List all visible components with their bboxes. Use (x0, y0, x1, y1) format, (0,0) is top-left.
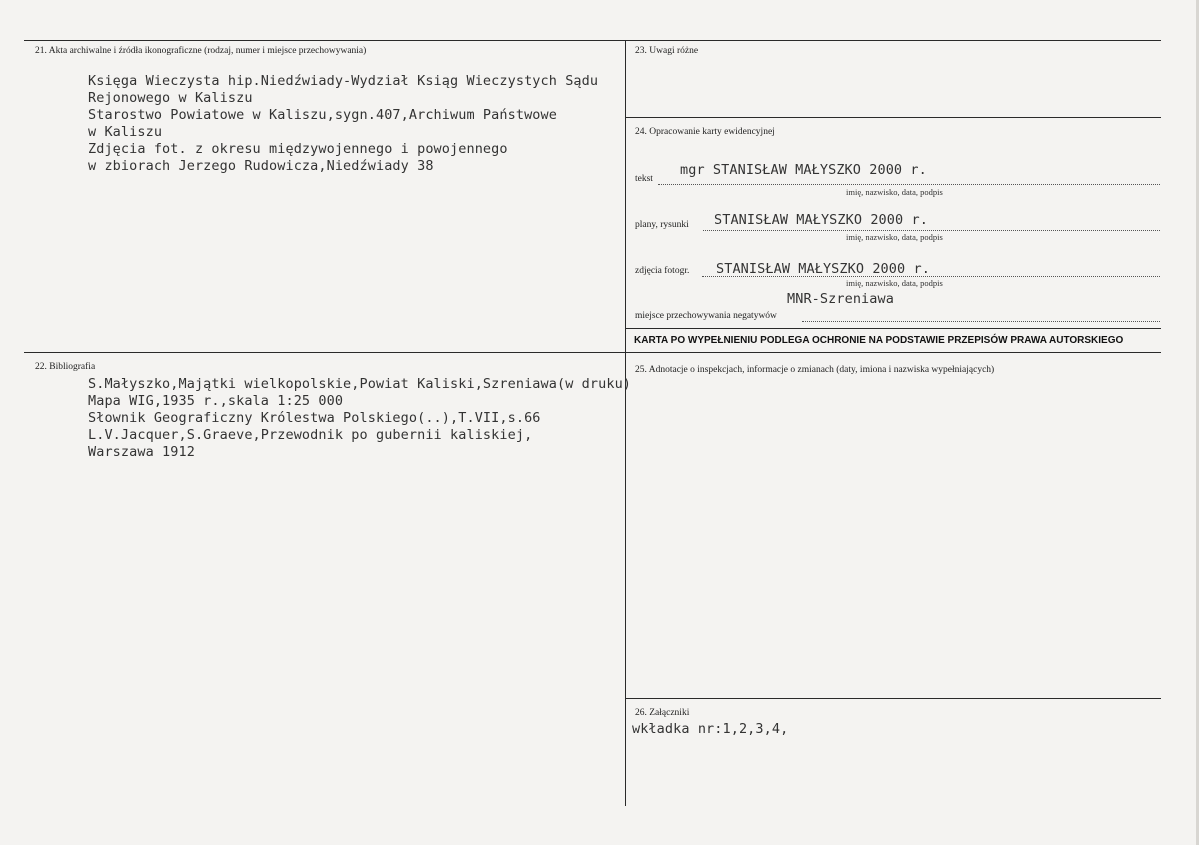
zdjecia-label: zdjęcia fotogr. (635, 266, 690, 276)
plany-label: plany, rysunki (635, 220, 689, 230)
bibliography-line: L.V.Jacquer,S.Graeve,Przewodnik po gubernii kaliskiej, (88, 427, 533, 443)
divider-notice (625, 328, 1161, 329)
divider-23-24 (625, 117, 1161, 118)
bibliography-line: Warszawa 1912 (88, 444, 195, 460)
negatywy-value: MNR-Szreniawa (787, 291, 894, 307)
archive-line: w Kaliszu (88, 124, 163, 140)
archive-line: Zdjęcia fot. z okresu międzywojennego i powojennego (88, 141, 508, 157)
negatywy-label: miejsce przechowywania negatywów (635, 311, 777, 321)
divider-25-26 (625, 698, 1161, 699)
tekst-label: tekst (635, 174, 653, 184)
section-24-label: 24. Opracowanie karty ewidencyjnej (635, 127, 775, 137)
bibliography-line: S.Małyszko,Majątki wielkopolskie,Powiat Kaliski,Szreniawa(w druku) (88, 376, 632, 392)
section-25-label: 25. Adnotacje o inspekcjach, informacje o zmianach (daty, imiona i nazwiska wypełniających) (635, 365, 995, 375)
copyright-notice: KARTA PO WYPEŁNIENIU PODLEGA OCHRONIE NA PODSTAWIE PRZEPISÓW PRAWA AUTORSKIEGO (634, 335, 1124, 346)
zdjecia-caption: imię, nazwisko, data, podpis (846, 278, 943, 288)
archive-line: w zbiorach Jerzego Rudowicza,Niedźwiady 38 (88, 158, 434, 174)
section-21-label: 21. Akta archiwalne i źródła ikonograficzne (rodzaj, numer i miejsce przechowywania) (35, 46, 367, 56)
tekst-value: mgr STANISŁAW MAŁYSZKO 2000 r. (680, 162, 927, 178)
section-23-label: 23. Uwagi różne (635, 46, 699, 56)
divider-21-22 (24, 352, 1161, 353)
section-22-label: 22. Bibliografia (35, 362, 96, 372)
archive-line: Księga Wieczysta hip.Niedźwiady-Wydział Ksiąg Wieczystych Sądu (88, 73, 599, 89)
archive-line: Starostwo Powiatowe w Kaliszu,sygn.407,Archiwum Państwowe (88, 107, 557, 123)
plany-caption: imię, nazwisko, data, podpis (846, 232, 943, 242)
section-26-label: 26. Załączniki (635, 708, 690, 718)
section-21-content (88, 73, 598, 175)
bibliography-line: Słownik Geograficzny Królestwa Polskiego(..),T.VII,s.66 (88, 410, 541, 426)
attachments-value: wkładka nr:1,2,3,4, (632, 721, 789, 737)
section-22-content (88, 376, 631, 461)
negatywy-dotted-line (802, 321, 1160, 322)
plany-dotted-line (703, 230, 1160, 231)
tekst-caption: imię, nazwisko, data, podpis (846, 187, 943, 197)
plany-value: STANISŁAW MAŁYSZKO 2000 r. (714, 212, 928, 228)
top-border (24, 40, 1161, 41)
zdjecia-value: STANISŁAW MAŁYSZKO 2000 r. (716, 261, 930, 277)
tekst-dotted-line (658, 184, 1160, 185)
archive-line: Rejonowego w Kaliszu (88, 90, 253, 106)
bibliography-line: Mapa WIG,1935 r.,skala 1:25 000 (88, 393, 344, 409)
